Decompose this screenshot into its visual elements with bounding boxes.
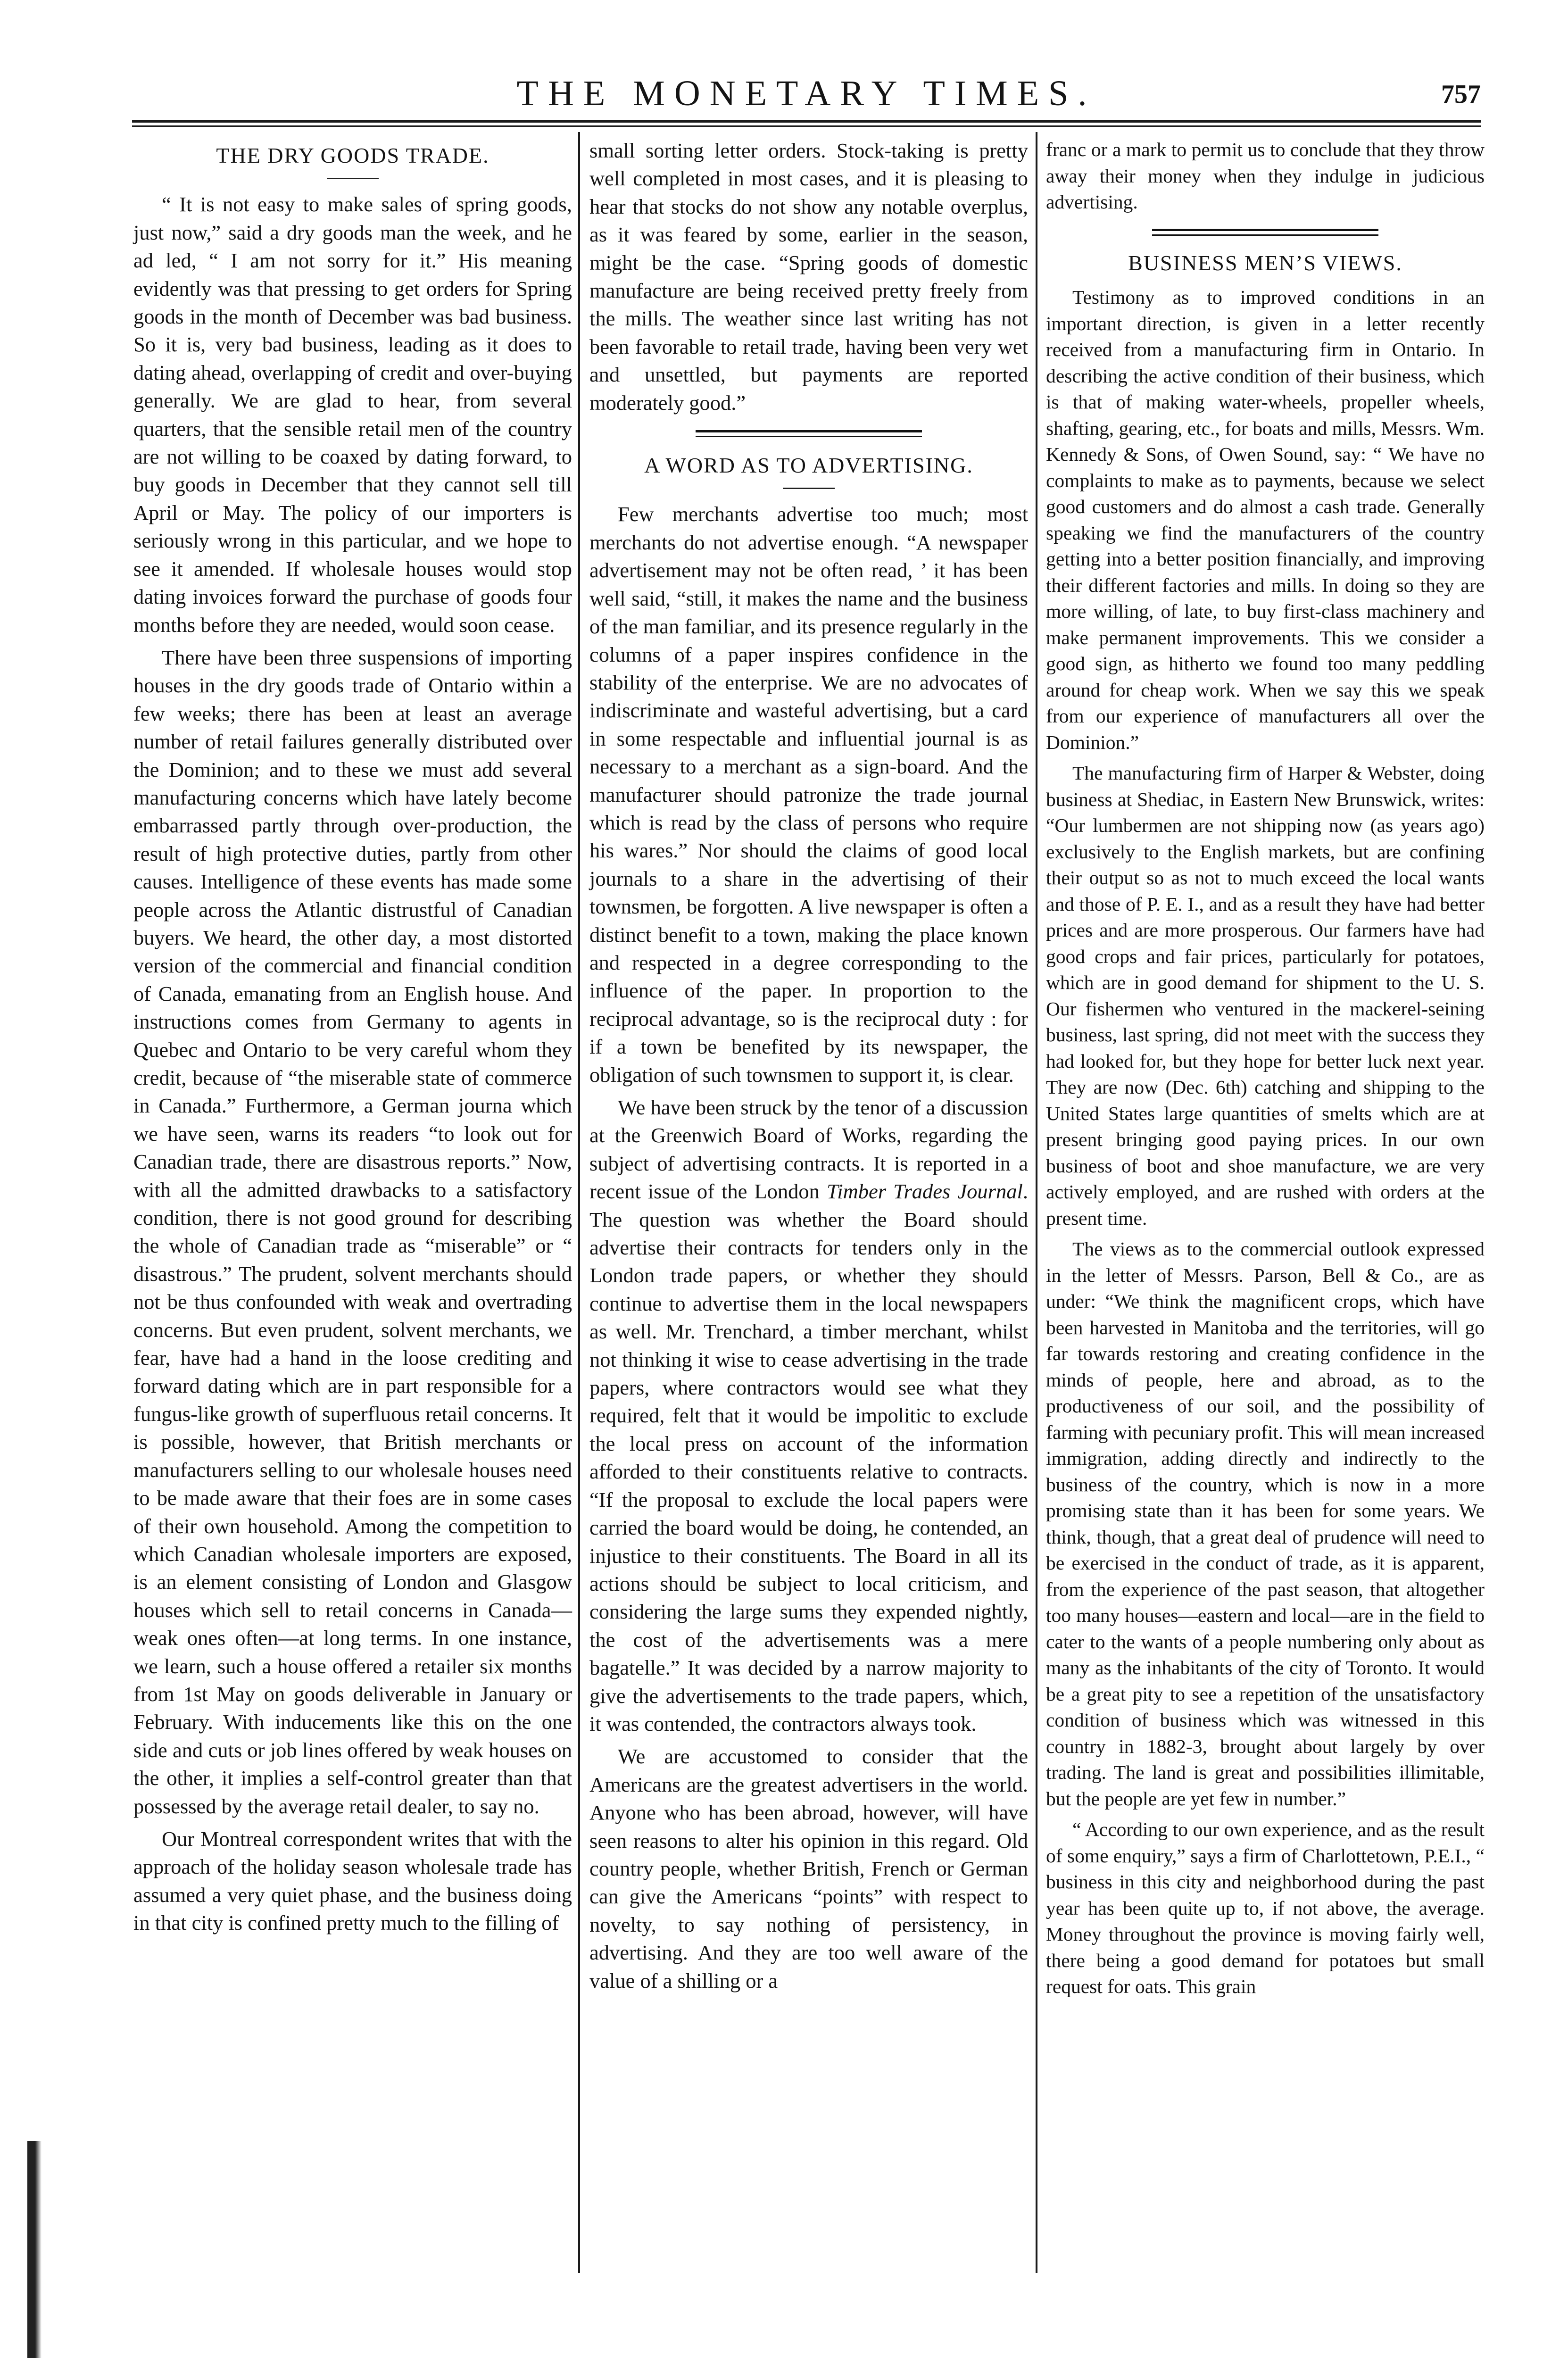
paragraph: Testimony as to improved conditions in an important direction, is given in a letter recently received from a manufacturing firm in Ontario. In describing the active condition of their business, which is that of making water-wheels, propeller wheels, shafting, gearing, etc., for boats and mills, Messrs. Wm. Kennedy & Sons, of Owen Sound, say: “ We have no complaints to make as to payments, because we select good customers and do almost a cash trade. Generally speaking we find the manufacturers of the country getting into a better position financially, and improving their different factories and mills. In doing so they are more willing, of late, to buy first-class machinery and make permanent improvements. This we consider a good sign, as hitherto we found too many peddling around for cheap work. When we say this we speak from our experience of manufacturers all over the Dominion.” [1046,286,1485,753]
paragraph: Few merchants advertise too much; most merchants do not advertise enough. “A newspaper advertisement may not be often read, ’ it has been well said, “still, it makes the name and the business of the man familiar, and its presence regularly in the columns of a paper inspires confidence in the stability of the enterprise. We are no advocates of indiscriminate and wasteful advertising, but a card in some respectable and influential journal is as necessary to a merchant as a sign-board. And the manufacturer should patronize the trade journal which is read by the class of persons who require his wares.” Nor should the claims of good local journals to a share in the advertising of their townsmen, be forgotten. A live newspaper is often a distinct benefit to a town, making the place known and respected in a degree corresponding to the influence of the paper. In proportion to the reciprocal advantage, so is the reciprocal duty : for if a town be benefited by its newspaper, the obligation of such townsmen to support it, is clear. [589,502,1028,1087]
paragraph: “ According to our own experience, and as the result of some enquiry,” says a firm of Charlottetown, P.E.I., “ business in this city and neighborhood during the past year has been quite up to, if not above, the average. Money throughout the province is moving fairly well, there being a good demand for potatoes but small request for oats. This grain [1046,1818,1485,1997]
column-divider [578,132,580,2273]
journal-title: Timber Trades Journal [826,1179,1023,1204]
publication-title: THE MONETARY TIMES. [516,74,1096,113]
column-right [1046,137,1485,2005]
paragraph: small sorting letter orders. Stock-taking is pretty well completed in most cases, and it is pleasing to hear that stocks do not show any notable overplus, as it was feared by some, earlier in the season, might be the case. “Spring goods of domestic manufacture are being received pretty freely from the mills. The weather since last writing has not been favorable to retail trade, having been very wet and unsettled, but payments are reported moderately good.” [589,139,1028,415]
article-heading-dry-goods: THE DRY GOODS TRADE. [216,143,489,167]
page-number: 757 [1441,80,1481,109]
text-run: We have been struck by the tenor of a discussion at the Greenwich Board of Works, regarding the subject of advertising contracts. It is reported in a recent issue of the London [589,1096,1028,1204]
heading-rule [783,488,835,489]
article-heading-business-views: BUSINESS MEN’S VIEWS. [1128,250,1402,275]
article-heading-advertising: A WORD AS TO ADVERTISING. [644,453,973,478]
masthead [132,71,1481,116]
text-run: . The question was whether the Board should advertise their contracts for tenders only in the London trade papers, or whether they should continue to advertise them in the local newspapers as well. Mr. Trenchard, a timber merchant, whilst not thinking it wise to cease advertising in the trade papers, where contractors would see what they required, felt that it would be impolitic to exclude the local press on account of the information afforded to their constituents relative to contracts. “If the proposal to exclude the local papers were carried the board would be doing, he contended, an injustice to their constituents. The Board in all its actions should be subject to local criticism, and considering the large sums they expended nightly, the cost of the advertisements was a mere bagatelle.” It was decided by a narrow majority to give the advertisements to the trade papers, which, it was contended, the contractors always took. [589,1179,1028,1735]
section-separator [1152,229,1378,236]
paragraph: The views as to the commercial outlook expressed in the letter of Messrs. Parson, Bell & Co., are as under: “We think the magnificent crops, which have been harvested in Manitoba and the territories, will go far towards restoring and creating confidence in the minds of people, here and abroad, as to the productiveness of our soil, and the possibility of farming with pecuniary profit. This will mean increased immigration, adding directly and indirectly to the business of the country, which is now in a more promising state than it has been for some years. We think, though, that a great deal of prudence will need to be exercised in the conduct of trade, as it is apparent, from the experience of the past season, that altogether too many houses—eastern and local—are in the field to cater to the wants of a people numbering only about as many as the inhabitants of the city of Toronto. It would be a great pity to see a repetition of the unsatisfactory condition of business which was witnessed in this country in 1882-3, brought about largely by over trading. The land is great and possibilities illimitable, but the people are yet few in number.” [1046,1238,1485,1810]
paragraph: There have been three suspensions of importing houses in the dry goods trade of Ontario within a few weeks; there has been at least an average number of retail failures generally distributed over the Dominion; and to these we must add several manufacturing concerns which have lately become embarrassed partly through over-production, the result of high protective duties, partly from other causes. Intelligence of these events has made some people across the Atlantic distrustful of Canadian buyers. We heard, the other day, a most distorted version of the commercial and financial condition of Canada, emanating from an English house. And instructions comes from Germany to agents in Quebec and Ontario to be very careful whom they credit, because of “the miserable state of commerce in Canada.” Furthermore, a German journa which we have seen, warns its readers “to look out for Canadian trade, there are disastrous reports.” Now, with all the admitted drawbacks to a satisfactory condition, there is not good ground for describing the whole of Canadian trade as “miserable” or “ disastrous.” The prudent, solvent merchants should not be thus confounded with weak and overtrading concerns. But even prudent, solvent merchants, we fear, have had a hand in the loose crediting and forward dating which are in part responsible for a fungus-like growth of superfluous retail concerns. It is possible, however, that British merchants or manufacturers selling to our wholesale houses need to be made aware that their foes are in some cases of their own household. Among the competition to which Canadian wholesale importers are exposed, is an element consisting of London and Glasgow houses which sell to retail concerns in Canada—weak ones often—at long terms. In one instance, we learn, such a house offered a retailer six months from 1st May on goods deliverable in January or February. With inducements like this on the one side and cuts or job lines offered by weak houses on the other, it implies a self-control greater than that possessed by the average retail dealer, to say no. [133,645,572,1818]
header-rule [132,120,1481,123]
header-rule-thin [132,125,1481,127]
column-divider [1036,132,1037,2273]
heading-rule [327,178,379,179]
column-left [133,137,572,1942]
paragraph [589,1094,1028,1738]
paragraph: Our Montreal correspondent writes that with the approach of the holiday season wholesale trade has assumed a very quiet phase, and the business doing in that city is confined pretty much to the filling of [133,1827,572,1935]
column-middle [589,137,1028,2000]
paragraph: The manufacturing firm of Harper & Webster, doing business at Shediac, in Eastern New Brunswick, writes: “Our lumbermen are not shipping now (as years ago) exclusively to the English markets, but are confining their output so as not to much exceed the local wants and those of P. E. I., and as a result they have had better prices and are more prosperous. Our farmers have had good crops and fair prices, particularly for potatoes, which are in good demand for shipment to the U. S. Our fishermen who ventured in the mackerel-seining business, last spring, did not meet with the success they had looked for, but they hope for better luck next year. They are now (Dec. 6th) catching and shipping to the United States large quantities of smelts which are at present bringing good paying prices. In our own business of boot and shoe manufacture, we are very actively employed, and are rushed with orders at the present time. [1046,762,1485,1229]
paragraph: “ It is not easy to make sales of spring goods, just now,” said a dry goods man the week, and he ad led, “ I am not sorry for it.” His meaning evidently was that pressing to get orders for Spring goods in the month of December was bad business. So it is, very bad business, leading as it does to dating ahead, overlapping of credit and over-buying generally. We are glad to hear, from several quarters, that the sensible retail men of the country are not willing to be coaxed by dating forward, to buy goods in December that they cannot sell till April or May. The policy of our importers is seriously wrong in this particular, and we hope to see it amended. If wholesale houses would stop dating invoices forward the purchase of goods four months before they are needed, would soon cease. [133,192,572,637]
binding-shadow [27,2141,41,2358]
paragraph: We are accustomed to consider that the Americans are the greatest advertisers in the world. Anyone who has been abroad, however, will have seen reasons to alter his opinion in this regard. Old country people, whether British, French or German can give the Americans “points” with respect to novelty, to say nothing of persistency, in advertising. And they are too well aware of the value of a shilling or a [589,1744,1028,1993]
paragraph: franc or a mark to permit us to conclude that they throw away their money when they indulge in judicious advertising. [1046,139,1485,213]
section-separator [696,430,922,437]
